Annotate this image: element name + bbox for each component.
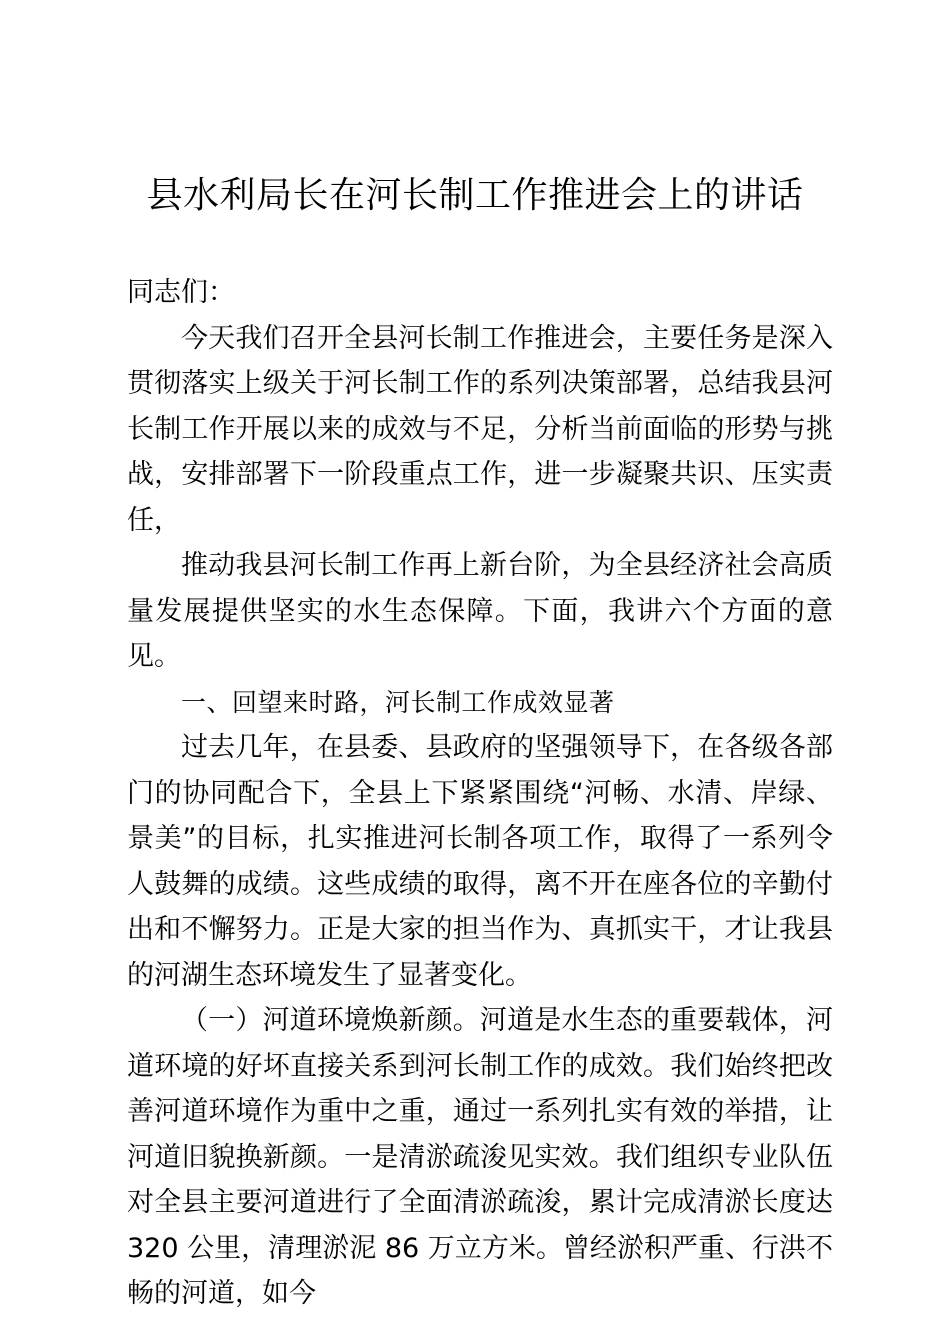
paragraph-intro: 今天我们召开全县河长制工作推进会，主要任务是深入贯彻落实上级关于河长制工作的系列决策部署，总结我县河长制工作开展以来的成效与不足，分析当前面临的形势与挑战，安排部署下一阶段重点工作，进一步凝聚共识、压实责任，	[127, 322, 833, 536]
paragraph-achievements: 过去几年，在县委、县政府的坚强领导下，在各级各部门的协同配合下，全县上下紧紧围绕“河畅、水清、岸绿、景美”的目标，扎实推进河长制各项工作，取得了一系列令人鼓舞的成绩。这些成绩的取得，离不开在座各位的辛勤付出和不懈努力。正是大家的担当作为、真抓实干，才让我县的河湖生态环境发生了显著变化。	[127, 732, 833, 991]
paragraph-river-environment: （一）河道环境焕新颜。河道是水生态的重要载体，河道环境的好坏直接关系到河长制工作的成效。我们始终把改善河道环境作为重中之重，通过一系列扎实有效的举措，让河道旧貌换新颜。一是清淤疏浚见实效。我们组织专业队伍对全县主要河道进行了全面清淤疏浚，累计完成清淤长度达 320 公里，清理淤泥 86 万立方米。曾经淤积严重、行洪不畅的河道，如今	[127, 1005, 833, 1309]
document-body	[127, 270, 833, 1317]
document-title: 县水利局长在河长制工作推进会上的讲话	[146, 175, 804, 216]
salutation: 同志们：	[127, 277, 235, 308]
paragraph-intro-continued: 推动我县河长制工作再上新台阶，为全县经济社会高质量发展提供坚实的水生态保障。下面，我讲六个方面的意见。	[127, 550, 833, 672]
section-heading-1: 一、回望来时路，河长制工作成效显著	[181, 687, 615, 717]
